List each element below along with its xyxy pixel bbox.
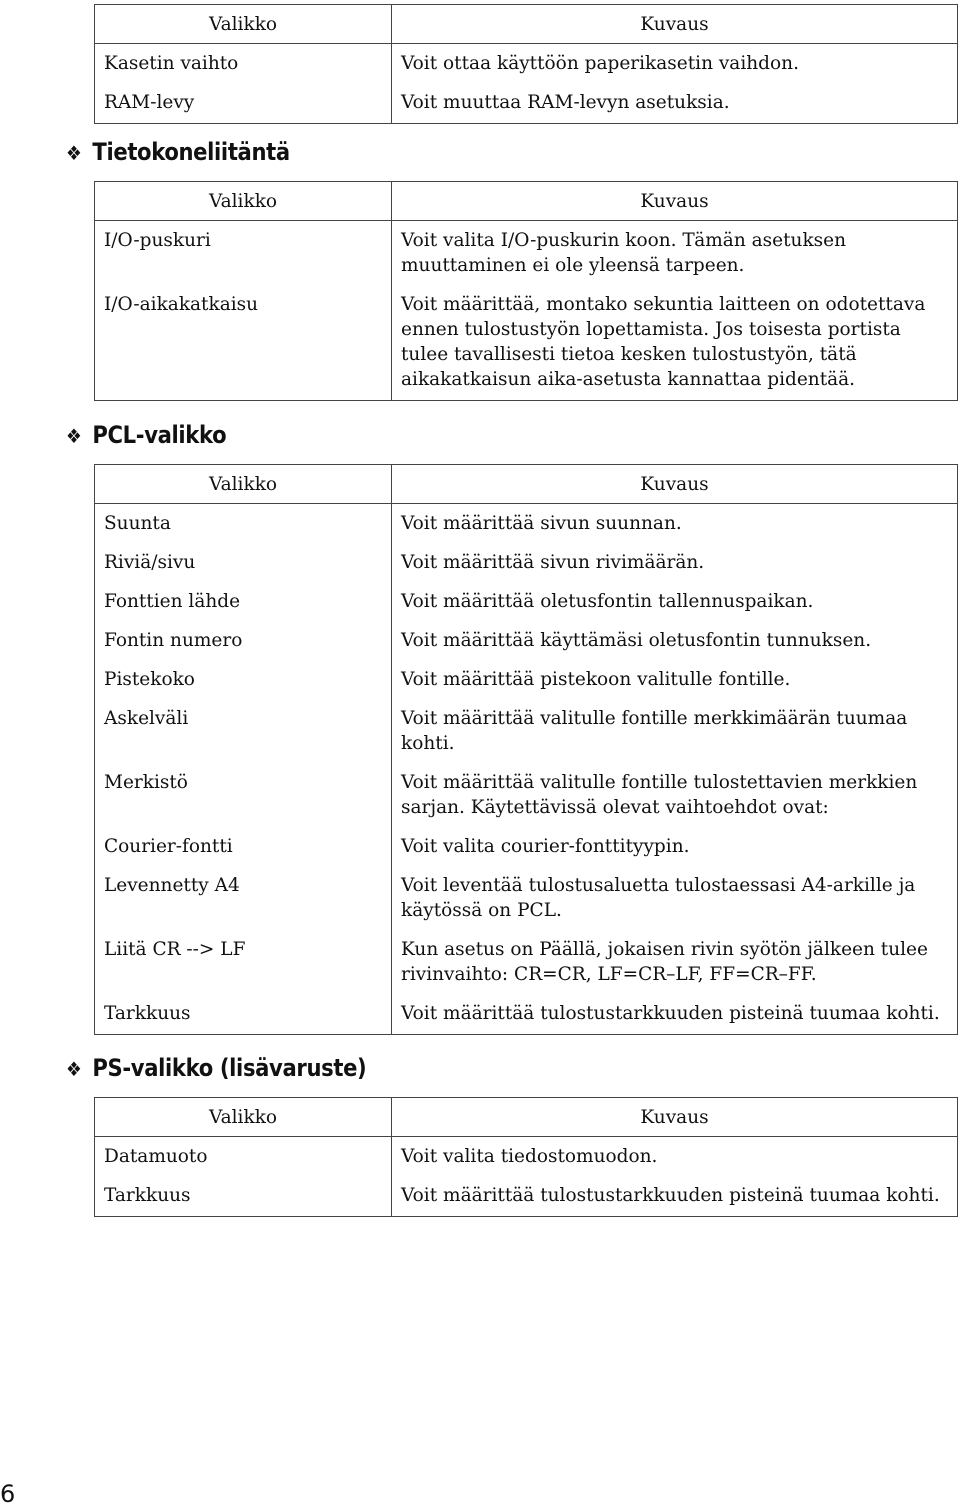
header-valikko: Valikko xyxy=(95,5,392,44)
description-cell: Voit määrittää sivun suunnan. xyxy=(401,513,682,534)
section-heading-tietokoneliitanta xyxy=(66,138,290,166)
description-cell: Voit määrittää valitulle fontille tulostettavien merkkien sarjan. Käytettävissä olevat vaihtoehdot ovat: xyxy=(401,772,918,818)
menu-item-cell: Merkistö xyxy=(95,763,392,827)
menu-item-cell: Tarkkuus xyxy=(95,1176,392,1217)
table-row xyxy=(95,994,958,1035)
header-kuvaus: Kuvaus xyxy=(392,5,958,44)
description-cell: Voit valita courier-fonttityypin. xyxy=(401,836,690,857)
header-valikko: Valikko xyxy=(95,465,392,504)
description-cell: Voit leventää tulostusaluetta tulostaessasi A4-arkille ja käytössä on PCL. xyxy=(401,875,916,921)
menu-item-cell: Askelväli xyxy=(95,699,392,763)
table-row xyxy=(95,44,958,84)
menu-item-cell: Fonttien lähde xyxy=(95,582,392,621)
section-title: PCL-valikko xyxy=(92,421,227,449)
table-row xyxy=(95,285,958,401)
table-row xyxy=(95,699,958,763)
menu-item-cell: I/O-aikakatkaisu xyxy=(95,285,392,401)
header-valikko: Valikko xyxy=(95,1098,392,1137)
description-cell: Voit määrittää tulostustarkkuuden pisteinä tuumaa kohti. xyxy=(401,1003,940,1024)
menu-table-pcl-valikko xyxy=(94,464,958,1035)
description-cell: Voit määrittää valitulle fontille merkkimäärän tuumaa kohti. xyxy=(401,708,908,754)
menu-item-cell: I/O-puskuri xyxy=(95,221,392,286)
table-row xyxy=(95,582,958,621)
table-body xyxy=(95,221,958,401)
description-cell: Voit määrittää pistekoon valitulle fontille. xyxy=(401,669,791,690)
menu-item-cell: Pistekoko xyxy=(95,660,392,699)
table-header-row xyxy=(95,182,958,221)
menu-item-cell: Fontin numero xyxy=(95,621,392,660)
table-row xyxy=(95,1176,958,1217)
description-cell: Voit määrittää käyttämäsi oletusfontin tunnuksen. xyxy=(401,630,872,651)
table-row xyxy=(95,83,958,124)
table-row xyxy=(95,660,958,699)
table-row xyxy=(95,930,958,994)
description-cell: Voit määrittää, montako sekuntia laitteen on odotettava ennen tulostustyön lopettamista. Jos toisesta portista tulee tavallisesti tietoa kesken tulostustyön, tätä aikakatkaisun aika-asetusta kannattaa pidentää. xyxy=(401,294,926,390)
description-cell: Voit määrittää tulostustarkkuuden pisteinä tuumaa kohti. xyxy=(401,1185,940,1206)
section-heading-pcl-valikko xyxy=(66,421,226,449)
table-row xyxy=(95,504,958,544)
table-header-row xyxy=(95,5,958,44)
section-title: PS-valikko (lisävaruste) xyxy=(92,1054,367,1082)
description-cell: Voit valita I/O-puskurin koon. Tämän asetuksen muuttaminen ei ole yleensä tarpeen. xyxy=(401,230,847,276)
table-row xyxy=(95,866,958,930)
menu-item-cell: Datamuoto xyxy=(95,1137,392,1177)
table-body xyxy=(95,1137,958,1217)
menu-item-cell: RAM-levy xyxy=(95,83,392,124)
page-number: 6 xyxy=(0,1480,16,1508)
menu-item-cell: Courier-fontti xyxy=(95,827,392,866)
header-valikko: Valikko xyxy=(95,182,392,221)
section-title: Tietokoneliitäntä xyxy=(92,138,290,166)
table-header-row xyxy=(95,465,958,504)
menu-item-cell: Suunta xyxy=(95,504,392,544)
header-kuvaus: Kuvaus xyxy=(392,465,958,504)
table-row xyxy=(95,543,958,582)
table-body xyxy=(95,504,958,1035)
table-row xyxy=(95,221,958,286)
table-row xyxy=(95,763,958,827)
table-header-row xyxy=(95,1098,958,1137)
section-heading-ps-valikko xyxy=(66,1054,366,1082)
table-row xyxy=(95,827,958,866)
diamond-cluster-icon: ❖ xyxy=(66,1057,82,1081)
header-kuvaus: Kuvaus xyxy=(392,1098,958,1137)
description-cell: Voit ottaa käyttöön paperikasetin vaihdon. xyxy=(401,53,799,74)
table-row xyxy=(95,621,958,660)
description-cell: Voit määrittää sivun rivimäärän. xyxy=(401,552,705,573)
table-row xyxy=(95,1137,958,1177)
menu-item-cell: Levennetty A4 xyxy=(95,866,392,930)
description-cell: Voit määrittää oletusfontin tallennuspaikan. xyxy=(401,591,814,612)
description-cell: Voit valita tiedostomuodon. xyxy=(401,1146,658,1167)
diamond-cluster-icon: ❖ xyxy=(66,141,82,165)
description-cell: Voit muuttaa RAM-levyn asetuksia. xyxy=(401,92,730,113)
diamond-cluster-icon: ❖ xyxy=(66,424,82,448)
menu-table-tietokoneliitanta xyxy=(94,181,958,401)
menu-item-cell: Liitä CR --> LF xyxy=(95,930,392,994)
menu-item-cell: Kasetin vaihto xyxy=(95,44,392,84)
description-cell: Kun asetus on Päällä, jokaisen rivin syötön jälkeen tulee rivinvaihto: CR=CR, LF=CR–LF, FF=CR–FF. xyxy=(401,939,928,985)
table-body xyxy=(95,44,958,124)
menu-table-continued xyxy=(94,4,958,124)
menu-item-cell: Tarkkuus xyxy=(95,994,392,1035)
header-kuvaus: Kuvaus xyxy=(392,182,958,221)
menu-table-ps-valikko xyxy=(94,1097,958,1217)
menu-item-cell: Riviä/sivu xyxy=(95,543,392,582)
